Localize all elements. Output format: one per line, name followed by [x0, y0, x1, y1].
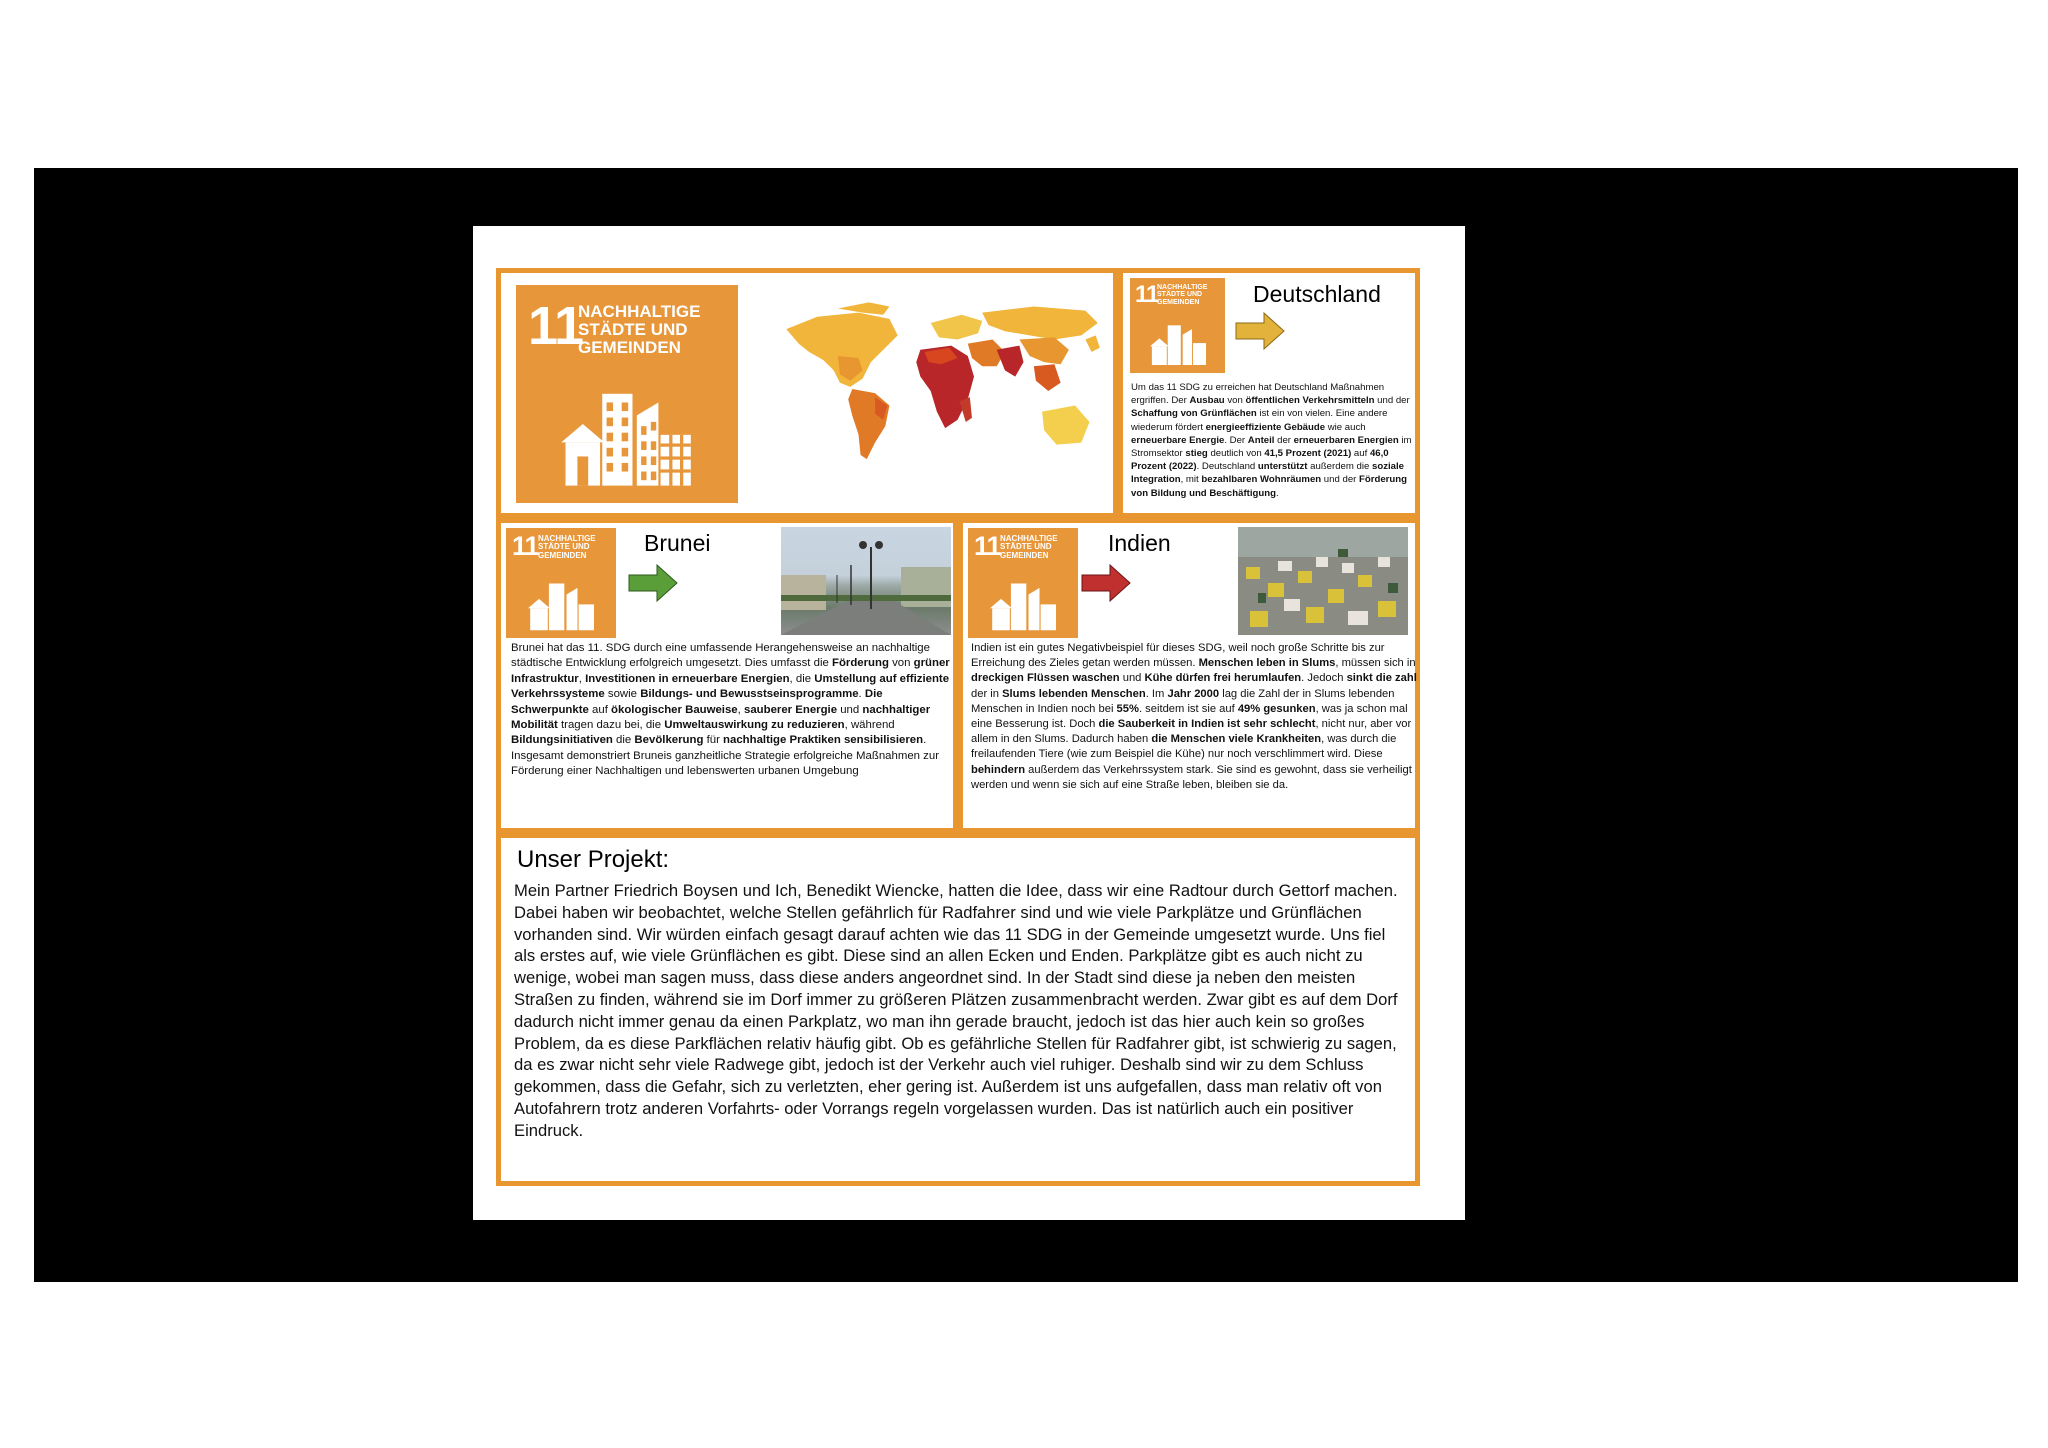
city-buildings-icon	[528, 578, 594, 633]
city-buildings-icon	[990, 578, 1056, 633]
sdg-number: 11	[528, 296, 584, 356]
indien-text-segment: . Jedoch	[1301, 672, 1347, 685]
projekt-heading: Unser Projekt:	[517, 846, 670, 873]
indien-text-segment: , müssen sich in	[1335, 657, 1416, 670]
indien-text-segment: . Im	[1145, 687, 1168, 700]
indien-text-segment: . seitdem ist sie auf	[1138, 702, 1238, 715]
brunei-text-segment: Investitionen in erneuerbare Energien	[585, 672, 790, 685]
brunei-text-segment: auf	[588, 703, 612, 716]
deutschland-text-segment: der	[1274, 434, 1294, 446]
brunei-street-photo	[781, 527, 951, 635]
city-buildings-icon	[1150, 320, 1206, 368]
arrow-right-green-icon	[628, 563, 680, 603]
indien-text-segment: Kühe dürfen frei herumlaufen	[1144, 672, 1302, 685]
deutschland-text-segment: erneuerbare Energie	[1131, 434, 1225, 446]
brunei-text-segment: und	[837, 703, 863, 716]
projekt-box	[496, 833, 1420, 1186]
deutschland-text-segment: 46,0 Prozent (2022)	[1131, 448, 1389, 473]
deutschland-text-segment: erneuerbaren Energien	[1293, 434, 1399, 446]
sdg-11-large-badge	[516, 285, 738, 503]
deutschland-text-segment: auf	[1351, 448, 1370, 460]
indien-description	[971, 641, 1421, 793]
brunei-text-segment: ,	[578, 672, 586, 685]
indien-text-segment: dreckigen Flüssen waschen	[971, 672, 1120, 685]
sdg-title: NACHHALTIGE STÄDTE UND GEMEINDEN	[538, 534, 596, 560]
brunei-text-segment: . Insgesamt demonstriert Bruneis ganzheitliche Strategie erfolgreiche Maßnahmen zur Förderung einer Nachhaltigen und lebenswerten urbanen Umgebung	[511, 734, 939, 778]
brunei-text-segment: sowie	[604, 688, 641, 701]
indien-text-segment: und	[1119, 672, 1145, 685]
deutschland-text-segment: ist ein von vielen. Eine andere wiederum fördert	[1131, 408, 1388, 433]
indien-text-segment: 55%	[1116, 702, 1139, 715]
indien-text-segment: 49% gesunken	[1237, 702, 1316, 715]
deutschland-text-segment: und der	[1321, 474, 1360, 486]
deutschland-text-segment: von	[1224, 395, 1246, 407]
indien-text-segment: behindern	[971, 763, 1026, 776]
indien-box	[958, 518, 1420, 833]
sdg-title: NACHHALTIGE STÄDTE UND GEMEINDEN	[1157, 284, 1208, 306]
indien-text-segment: lag die Zahl der in Slums lebenden Menschen in Indien noch bei	[971, 687, 1395, 715]
brunei-text-segment: Bevölkerung	[634, 734, 704, 747]
world-map-image	[776, 291, 1106, 491]
brunei-text-segment: nachhaltiger Mobilität	[511, 703, 931, 732]
indien-text-segment: Menschen leben in Slums	[1198, 657, 1336, 670]
sdg-11-badge-deutschland	[1130, 278, 1225, 373]
sdg-11-badge-indien	[968, 528, 1078, 638]
brunei-text-segment: Umstellung auf effiziente Verkehrssysteme	[511, 672, 950, 701]
brunei-text-segment: ökologischer Bauweise	[611, 703, 738, 716]
brunei-text-segment: die	[612, 734, 635, 747]
indien-text-segment: die Menschen viele Krankheiten	[1151, 733, 1322, 746]
country-heading-indien: Indien	[1108, 530, 1171, 556]
indien-text-segment: außerdem das Verkehrssystem stark. Sie sind es gewohnt, dass sie verheiligt werden und wenn sie sich auf eine Straße leben, bleiben sie da.	[971, 763, 1412, 791]
deutschland-text-segment: soziale Integration	[1131, 461, 1405, 486]
brunei-text-segment: Die Schwerpunkte	[511, 688, 883, 716]
street-lamp-icon	[781, 527, 951, 635]
deutschland-text-segment: öffentlichen Verkehrsmitteln	[1245, 395, 1375, 407]
brunei-text-segment: , während	[844, 719, 895, 732]
brunei-text-segment: von	[888, 657, 914, 670]
brunei-description	[511, 641, 956, 780]
arrow-right-red-icon	[1081, 563, 1133, 603]
sdg-number: 11	[512, 531, 539, 561]
brunei-text-segment: .	[858, 688, 865, 701]
deutschland-text-segment: unterstützt	[1257, 461, 1308, 473]
indien-text-segment: Slums lebenden Menschen	[1002, 687, 1146, 700]
deutschland-text-segment: 41,5 Prozent (2021)	[1264, 448, 1352, 460]
brunei-text-segment: sauberer Energie	[743, 703, 838, 716]
india-traffic-photo	[1238, 527, 1408, 635]
brunei-text-segment: Bildungs- und Bewusstseinsprogramme	[640, 688, 859, 701]
deutschland-text-segment: energieeffiziente Gebäude	[1205, 421, 1326, 433]
poster-page	[473, 226, 1465, 1220]
indien-text-segment: , was ja schon mal eine Besserung ist. Doch	[971, 702, 1408, 731]
traffic-jam-icon	[1238, 527, 1408, 635]
country-heading-brunei: Brunei	[644, 530, 711, 556]
country-heading-deutschland: Deutschland	[1253, 281, 1381, 307]
brunei-text-segment: grüner Infrastruktur	[511, 657, 950, 685]
brunei-text-segment: nachhaltige Praktiken sensibilisieren	[723, 734, 924, 747]
brunei-text-segment: Brunei hat das 11. SDG durch eine umfassende Herangehensweise an nachhaltige städtische Entwicklung erfolgreich umgesetzt. Dies umfasst die	[511, 642, 930, 670]
sdg-number: 11	[974, 531, 1001, 561]
sdg-title: NACHHALTIGE STÄDTE UND GEMEINDEN	[1000, 534, 1058, 560]
deutschland-text-segment: und der	[1374, 395, 1410, 407]
deutschland-text-segment: Ausbau	[1189, 395, 1225, 407]
deutschland-text-segment: Schaffung von Grünflächen	[1131, 408, 1257, 420]
brunei-text-segment: tragen dazu bei, die	[557, 719, 665, 732]
brunei-text-segment: für	[703, 734, 724, 747]
deutschland-text-segment: Um das 11 SDG zu erreichen hat Deutschland Maßnahmen ergriffen. Der	[1131, 382, 1385, 407]
arrow-right-yellow-icon	[1235, 311, 1287, 351]
brunei-text-segment: Bildungsinitiativen	[511, 734, 613, 747]
projekt-description: Mein Partner Friedrich Boysen und Ich, Benedikt Wiencke, hatten die Idee, dass wir eine Radtour durch Gettorf machen. Dabei haben wir beobachtet, welche Stellen gefährlich für Radfahrer sind und wie viele Parkplätze und Grünflächen vorhanden sind. Wir würden einfach gesagt darauf achten wie das 11 SDG in der Gemeinde umgesetzt wurde. Uns fiel als erstes auf, wie viele Grünflächen es gibt. Diese sind an allen Ecken und Enden. Parkplätze gibt es auch nicht zu wenige, wobei man sagen muss, dass diese anders angeordnet sind. In der Stadt sind diese ja neben den meisten Straßen zu finden, während sie im Dorf immer zu größeren Plätzen zusammenbracht werden. Zwar gibt es auf dem Dorf dadurch nicht immer genau da einen Parkplatz, wo man ihn gerade braucht, jedoch ist das hier auch kein so großes Problem, da es diese Parkflächen relativ häufig gibt. Ob es gefährliche Stellen für Radfahrer gibt, ist schwierig zu sagen, da es zwar nicht sehr viele Radwege gibt, jedoch ist der Verkehr auch viel ruhiger. Deshalb sind wir zu dem Schluss gekommen, dass die Gefahr, sich zu verletzten, eher gering ist. Außerdem ist uns aufgefallen, dass man relativ oft von Autofahrern trotz anderen Vorfahrts- oder Vorrangs regeln vorgelassen wurden. Das ist natürlich auch ein positiver Eindruck.	[514, 881, 1398, 1140]
brunei-text-segment: ,	[737, 703, 744, 716]
deutschland-text-segment: deutlich von	[1207, 448, 1265, 460]
brunei-text-segment: Förderung	[831, 657, 889, 670]
sdg-overview-box	[496, 268, 1118, 518]
city-buildings-icon	[561, 383, 691, 491]
deutschland-text-segment: bezahlbaren Wohnräumen	[1201, 474, 1322, 486]
deutschland-text-segment: , mit	[1180, 474, 1202, 486]
indien-text-segment: Indien ist ein gutes Negativbeispiel für dieses SDG, weil noch große Schritte bis zur Erreichung des Zieles getan werden müssen.	[971, 642, 1385, 670]
indien-text-segment: die Sauberkeit in Indien ist sehr schlecht	[1098, 718, 1316, 731]
indien-text-segment: , nicht nur, aber vor allem in den Slums. Dadurch haben	[971, 718, 1412, 746]
sdg-number: 11	[1135, 281, 1159, 308]
deutschland-text-segment: außerdem die	[1307, 461, 1373, 473]
deutschland-text-segment: . Der	[1224, 434, 1248, 446]
deutschland-text-segment: im Stromsektor	[1131, 434, 1412, 460]
indien-text-segment: , was durch die freilaufenden Tiere (wie zum Beispiel die Kühe) nur noch verschlimmert wird. Diese	[971, 733, 1397, 761]
deutschland-text-segment: stieg	[1185, 448, 1208, 460]
deutschland-text-segment: . Deutschland	[1196, 461, 1258, 473]
deutschland-text-segment: Förderung von Bildung und Beschäftigung	[1131, 474, 1407, 499]
deutschland-text-segment: Anteil	[1247, 434, 1275, 446]
deutschland-box	[1118, 268, 1420, 518]
deutschland-text-segment: wie auch	[1325, 421, 1366, 433]
indien-text-segment: der in	[971, 687, 1003, 700]
sdg-11-badge-brunei	[506, 528, 616, 638]
brunei-text-segment: Umweltauswirkung zu reduzieren	[664, 719, 845, 732]
brunei-box	[496, 518, 958, 833]
sdg-title: NACHHALTIGE STÄDTE UND GEMEINDEN	[578, 302, 701, 357]
indien-text-segment: Jahr 2000	[1167, 687, 1220, 700]
brunei-text-segment: , die	[789, 672, 815, 685]
deutschland-text-segment: .	[1275, 487, 1279, 499]
deutschland-description	[1131, 381, 1419, 500]
indien-text-segment: sinkt die zahl	[1346, 672, 1417, 685]
